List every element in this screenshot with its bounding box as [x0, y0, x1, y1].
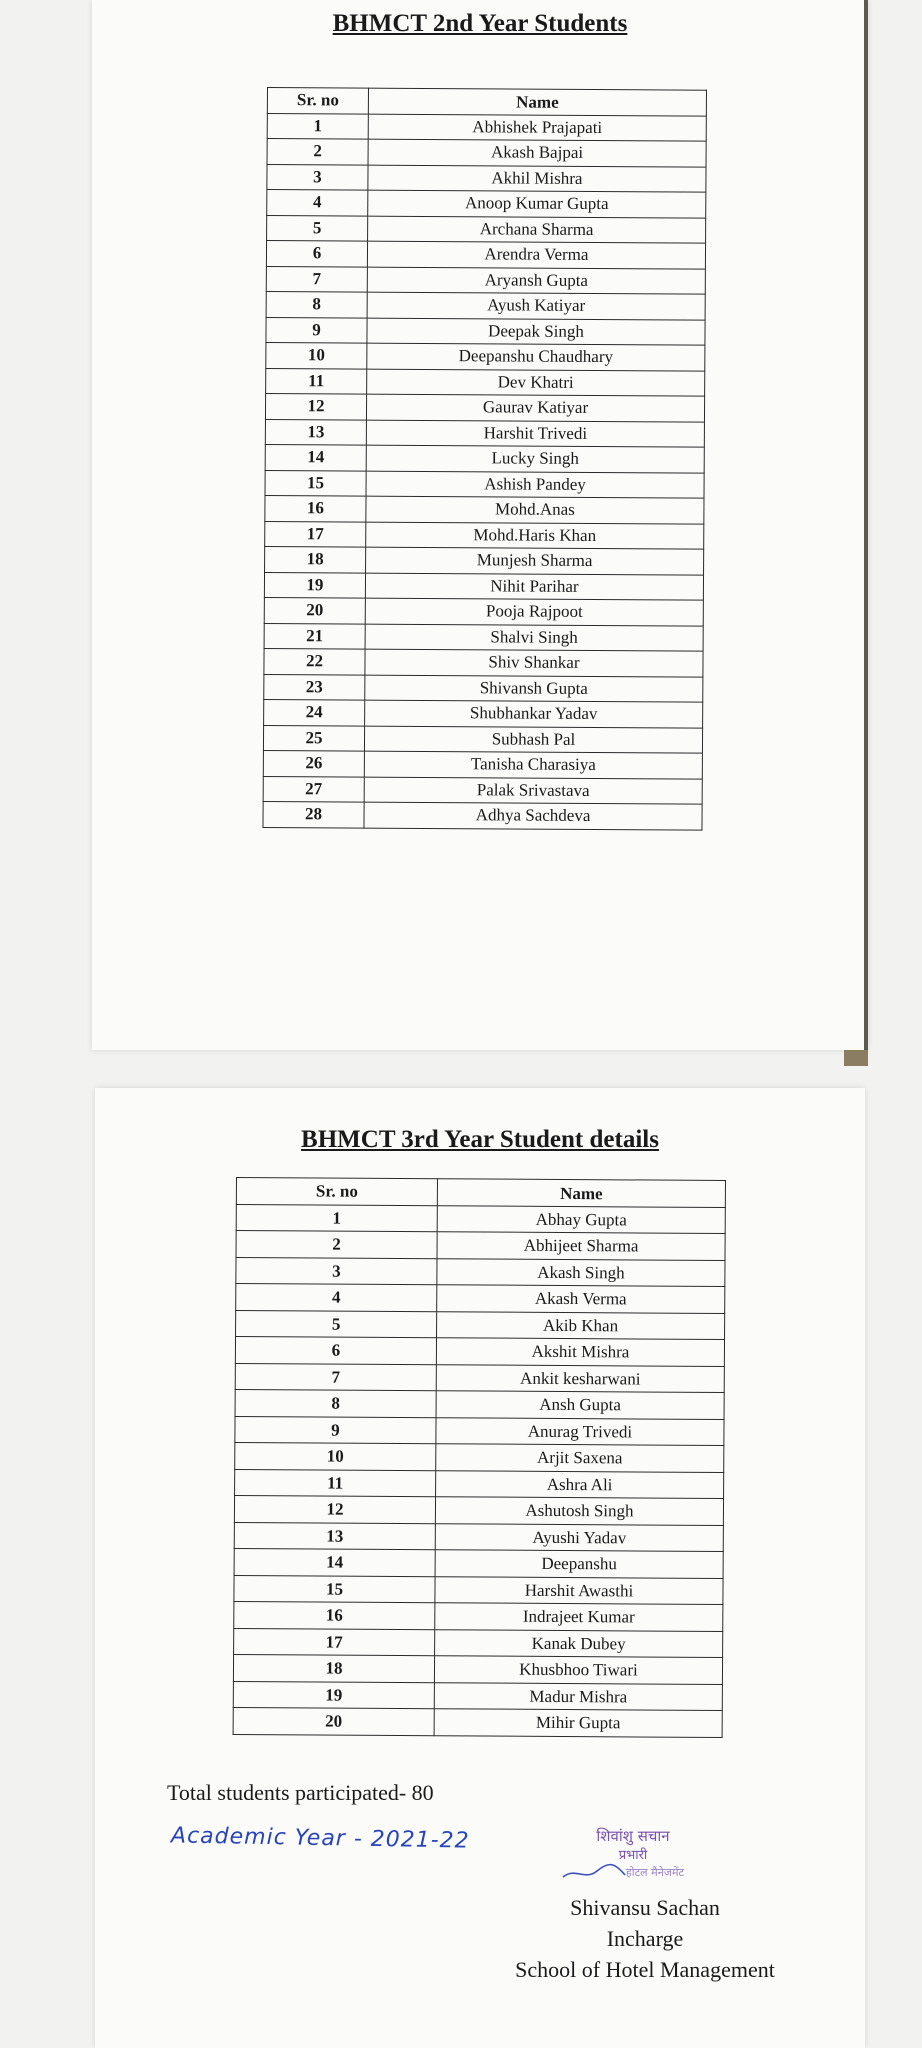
cell-name: Deepanshu Chaudhary: [367, 343, 705, 371]
cell-name: Ankit kesharwani: [436, 1364, 724, 1392]
table-row: [267, 139, 706, 167]
total-participants: Total students participated- 80: [167, 1780, 434, 1805]
signatory-role: Incharge: [606, 1926, 684, 1951]
cell-name: Deepak Singh: [367, 318, 705, 346]
cell-sr-no: 17: [234, 1628, 435, 1656]
cell-sr-no: 28: [263, 801, 364, 827]
cell-sr-no: 21: [264, 623, 365, 649]
cell-sr-no: 7: [235, 1363, 436, 1391]
table-row: [267, 164, 706, 192]
cell-sr-no: 19: [233, 1681, 434, 1709]
cell-sr-no: 13: [234, 1522, 435, 1550]
cell-sr-no: 3: [267, 164, 368, 190]
cell-sr-no: 18: [265, 546, 366, 572]
table-row: [236, 1204, 725, 1233]
stamp-line-2: प्रभारी: [618, 1848, 648, 1863]
table-row: [263, 776, 702, 804]
cell-name: Pooja Rajpoot: [365, 598, 703, 626]
document-page-2: [95, 1088, 865, 2048]
student-table-2nd-year: [262, 87, 707, 830]
cell-sr-no: 5: [236, 1310, 437, 1338]
cell-name: Deepanshu: [435, 1550, 723, 1578]
cell-name: Akhil Mishra: [368, 165, 706, 193]
academic-year-handwritten: Academic Year - 2021-22: [170, 1823, 470, 1854]
cell-name: Abhijeet Sharma: [437, 1232, 725, 1260]
cell-sr-no: 17: [265, 521, 366, 547]
table-row: [265, 546, 704, 574]
cell-sr-no: 22: [264, 648, 365, 674]
cell-name: Akash Verma: [437, 1285, 725, 1313]
table-row: [236, 1231, 725, 1260]
table-row: [264, 623, 703, 651]
cell-name: Madur Mishra: [434, 1682, 722, 1710]
student-table-3rd-year: [233, 1177, 726, 1737]
cell-name: Indrajeet Kumar: [435, 1603, 723, 1631]
cell-sr-no: 8: [266, 291, 367, 317]
cell-name: Tanisha Charasiya: [364, 751, 702, 779]
cell-name: Akshit Mishra: [436, 1338, 724, 1366]
cell-name: Gaurav Katiyar: [366, 394, 704, 422]
cell-name: Kanak Dubey: [435, 1629, 723, 1657]
signatory-name: Shivansu Sachan: [570, 1895, 720, 1920]
table-row: [234, 1601, 723, 1630]
table-row: [236, 1257, 725, 1286]
cell-sr-no: 11: [235, 1469, 436, 1497]
cell-sr-no: 19: [264, 572, 365, 598]
table-header-row: [236, 1178, 725, 1207]
paper-edge: [864, 0, 868, 1050]
cell-name: Mohd.Haris Khan: [366, 522, 704, 550]
table-row: [265, 393, 704, 421]
table-row: [236, 1310, 725, 1339]
cell-name: Arendra Verma: [367, 241, 705, 269]
table-row: [263, 750, 702, 778]
page-title: BHMCT 2nd Year Students: [332, 10, 628, 37]
table-row: [266, 266, 705, 294]
cell-sr-no: 10: [235, 1442, 436, 1470]
cell-name: Ashutosh Singh: [435, 1497, 723, 1525]
cell-name: Shubhankar Yadav: [365, 700, 703, 728]
column-header-sr-no: Sr. no: [267, 88, 368, 114]
cell-sr-no: 1: [236, 1204, 437, 1232]
cell-name: Khusbhoo Tiwari: [434, 1656, 722, 1684]
cell-name: Akash Bajpai: [368, 139, 706, 167]
cell-name: Ashra Ali: [436, 1470, 724, 1498]
column-header-name: Name: [368, 88, 706, 116]
table-row: [264, 572, 703, 600]
stamp-line-3: होटल मैनेजमेंट: [625, 1866, 685, 1879]
table-row: [264, 597, 703, 625]
cell-sr-no: 6: [235, 1337, 436, 1365]
table-row: [236, 1284, 725, 1313]
table-row: [265, 444, 704, 472]
table-row: [233, 1681, 722, 1710]
cell-sr-no: 9: [235, 1416, 436, 1444]
cell-name: Subhash Pal: [364, 726, 702, 754]
paper-corner: [844, 1050, 868, 1066]
cell-name: Ayush Katiyar: [367, 292, 705, 320]
table-header-row: [267, 88, 706, 116]
table-row: [234, 1575, 723, 1604]
cell-sr-no: 14: [234, 1548, 435, 1576]
cell-name: Dev Khatri: [367, 369, 705, 397]
cell-sr-no: 25: [263, 725, 364, 751]
cell-sr-no: 3: [236, 1257, 437, 1285]
table-row: [235, 1416, 724, 1445]
signature-scribble: [563, 1865, 625, 1877]
cell-name: Lucky Singh: [366, 445, 704, 473]
cell-sr-no: 16: [265, 495, 366, 521]
table-row: [265, 470, 704, 498]
cell-sr-no: 13: [265, 419, 366, 445]
cell-name: Aryansh Gupta: [367, 267, 705, 295]
table-row: [266, 241, 705, 269]
cell-name: Anoop Kumar Gupta: [368, 190, 706, 218]
cell-name: Anurag Trivedi: [436, 1417, 724, 1445]
table-row: [233, 1707, 722, 1736]
table-row: [235, 1337, 724, 1366]
cell-sr-no: 23: [264, 674, 365, 700]
cell-sr-no: 14: [265, 444, 366, 470]
column-header-name: Name: [437, 1179, 725, 1207]
cell-name: Shalvi Singh: [365, 624, 703, 652]
cell-sr-no: 15: [234, 1575, 435, 1603]
cell-name: Abhay Gupta: [437, 1205, 725, 1233]
cell-sr-no: 4: [267, 190, 368, 216]
document-page-1: [92, 0, 868, 1050]
cell-name: Ayushi Yadav: [435, 1523, 723, 1551]
cell-sr-no: 5: [267, 215, 368, 241]
table-row: [263, 725, 702, 753]
cell-name: Shiv Shankar: [365, 649, 703, 677]
table-row: [263, 801, 702, 829]
table-row: [234, 1495, 723, 1524]
table-row: [234, 1628, 723, 1657]
cell-sr-no: 2: [267, 139, 368, 165]
cell-name: Archana Sharma: [368, 216, 706, 244]
cell-sr-no: 12: [265, 393, 366, 419]
signatory-department: School of Hotel Management: [515, 1957, 775, 1982]
cell-name: Abhishek Prajapati: [368, 114, 706, 142]
cell-name: Adhya Sachdeva: [364, 802, 702, 830]
column-header-sr-no: Sr. no: [236, 1178, 437, 1206]
cell-name: Nihit Parihar: [365, 573, 703, 601]
cell-name: Palak Srivastava: [364, 777, 702, 805]
cell-sr-no: 6: [266, 241, 367, 267]
cell-sr-no: 24: [264, 699, 365, 725]
cell-sr-no: 8: [235, 1389, 436, 1417]
table-row: [266, 317, 705, 345]
stamp-line-1: शिवांशु सचान: [596, 1827, 670, 1845]
cell-name: Harshit Awasthi: [435, 1576, 723, 1604]
cell-sr-no: 26: [263, 750, 364, 776]
cell-sr-no: 1: [267, 113, 368, 139]
cell-name: Ashish Pandey: [366, 471, 704, 499]
table-row: [264, 648, 703, 676]
table-row: [266, 291, 705, 319]
table-row: [266, 342, 705, 370]
cell-sr-no: 18: [233, 1654, 434, 1682]
table-row: [267, 190, 706, 218]
cell-sr-no: 7: [266, 266, 367, 292]
cell-sr-no: 11: [266, 368, 367, 394]
cell-sr-no: 4: [236, 1284, 437, 1312]
cell-name: Ansh Gupta: [436, 1391, 724, 1419]
table-row: [235, 1469, 724, 1498]
table-row: [264, 699, 703, 727]
table-row: [267, 215, 706, 243]
cell-name: Akib Khan: [437, 1311, 725, 1339]
cell-name: Arjit Saxena: [436, 1444, 724, 1472]
cell-sr-no: 2: [236, 1231, 437, 1259]
cell-sr-no: 27: [263, 776, 364, 802]
cell-sr-no: 12: [234, 1495, 435, 1523]
table-row: [235, 1442, 724, 1471]
cell-sr-no: 16: [234, 1601, 435, 1629]
cell-name: Mohd.Anas: [366, 496, 704, 524]
table-row: [265, 419, 704, 447]
table-row: [234, 1548, 723, 1577]
cell-sr-no: 10: [266, 342, 367, 368]
table-row: [266, 368, 705, 396]
table-row: [265, 495, 704, 523]
table-row: [265, 521, 704, 549]
table-row: [267, 113, 706, 141]
cell-name: Shivansh Gupta: [365, 675, 703, 703]
cell-name: Mihir Gupta: [434, 1709, 722, 1737]
table-row: [235, 1389, 724, 1418]
signature-block: [465, 1892, 825, 1985]
official-stamp: [555, 1823, 715, 1883]
cell-sr-no: 20: [264, 597, 365, 623]
table-row: [264, 674, 703, 702]
cell-sr-no: 9: [266, 317, 367, 343]
cell-name: Akash Singh: [437, 1258, 725, 1286]
cell-sr-no: 15: [265, 470, 366, 496]
cell-name: Harshit Trivedi: [366, 420, 704, 448]
cell-sr-no: 20: [233, 1707, 434, 1735]
table-row: [233, 1654, 722, 1683]
table-row: [235, 1363, 724, 1392]
page-title: BHMCT 3rd Year Student details: [301, 1126, 659, 1153]
cell-name: Munjesh Sharma: [366, 547, 704, 575]
table-row: [234, 1522, 723, 1551]
